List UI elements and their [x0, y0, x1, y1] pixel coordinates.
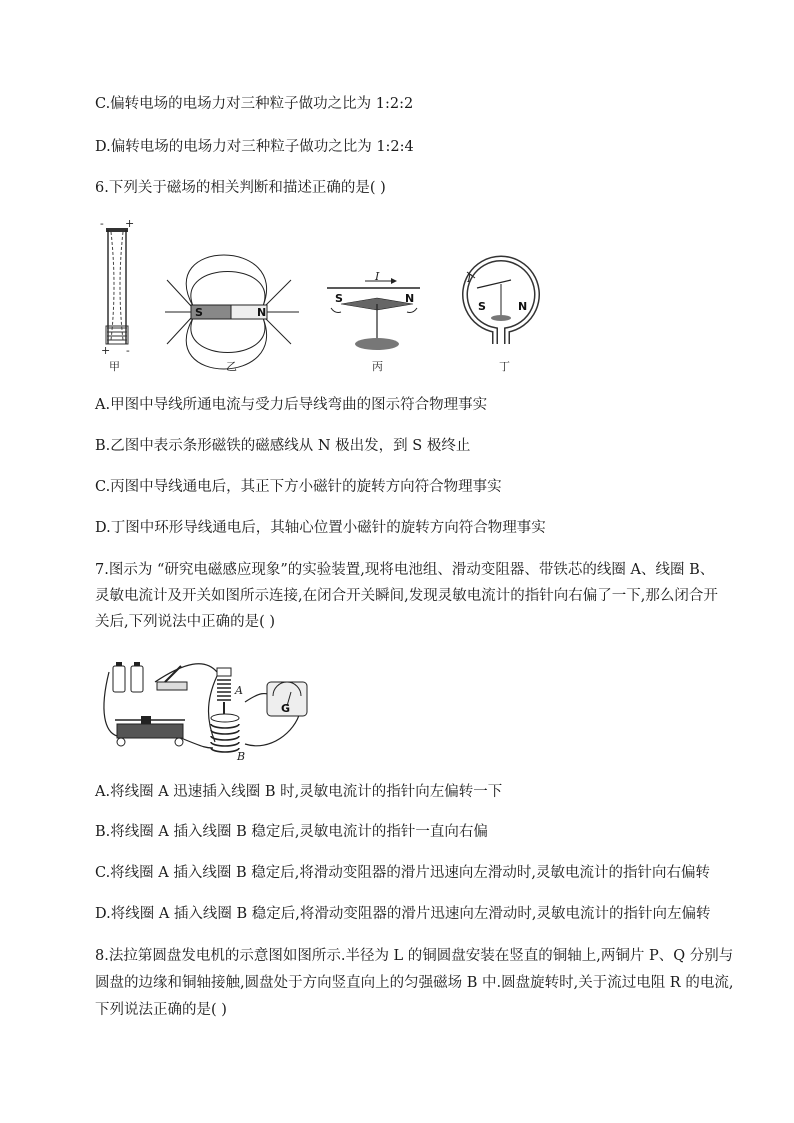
q8-stem-line1: 8.法拉第圆盘发电机的示意图如图所示.半径为 L 的铜圆盘安装在竖直的铜轴上,两铜片 P、Q 分别与 [95, 948, 734, 964]
q7-stem-line1: 7.图示为 “研究电磁感应现象”的实验装置,现将电池组、滑动变阻器、带铁芯的线圈 A、线圈 B、 [95, 562, 715, 578]
q7-option-d: D.将线圈 A 插入线圈 B 稳定后,将滑动变阻器的滑片迅速向左滑动时,灵敏电流计的指针向左偏转 [95, 906, 711, 922]
q7-stem-line2: 灵敏电流计及开关如图所示连接,在闭合开关瞬间,发现灵敏电流计的指针向右偏了一下,那么闭合开 [95, 588, 718, 604]
q6-option-c: C.丙图中导线通电后，其正下方小磁针的旋转方向符合物理事实 [95, 479, 502, 495]
ding-current-label: I [467, 272, 472, 285]
caption-jia: 甲 [109, 360, 120, 373]
q5-option-d: D.偏转电场的电场力对三种粒子做功之比为 1:2:4 [95, 139, 414, 155]
svg-text:+: + [125, 218, 135, 230]
q6-option-a: A.甲图中导线所通电流与受力后导线弯曲的图示符合物理事实 [95, 397, 488, 413]
q8-stem-line3: 下列说法正确的是( ) [95, 1002, 227, 1018]
q6-option-d: D.丁图中环形导线通电后，其轴心位置小磁针的旋转方向符合物理事实 [95, 520, 546, 536]
bing-current-label: I [375, 270, 380, 283]
caption-bing: 丙 [372, 360, 383, 373]
figure-jia-wires [100, 218, 134, 357]
bing-n-label: N [405, 292, 415, 305]
magnet-s-label: S [195, 306, 203, 319]
rheostat-icon [115, 716, 185, 746]
q6-figure [95, 218, 545, 376]
coil-a-icon [217, 668, 231, 718]
magnet-n-label: N [257, 306, 267, 319]
q7-figure [95, 652, 315, 764]
q7-option-b: B.将线圈 A 插入线圈 B 稳定后,灵敏电流计的指针一直向右偏 [95, 824, 488, 840]
q7-stem-line3: 关后,下列说法中正确的是( ) [95, 614, 276, 630]
q8-stem-line2: 圆盘的边缘和铜轴接触,圆盘处于方向竖直向上的匀强磁场 B 中.圆盘旋转时,关于流过电阻 R 的电流, [95, 975, 734, 991]
coil-a-label: A [235, 684, 243, 697]
q6-stem: 6.下列关于磁场的相关判断和描述正确的是( ) [95, 180, 386, 196]
svg-text:+: + [101, 344, 111, 357]
svg-text:-: - [126, 344, 130, 357]
svg-text:-: - [100, 218, 104, 230]
q7-option-a: A.将线圈 A 迅速插入线圈 B 时,灵敏电流计的指针向左偏转一下 [95, 784, 503, 800]
q5-option-c: C.偏转电场的电场力对三种粒子做功之比为 1:2:2 [95, 96, 414, 112]
meter-g-label: G [281, 702, 291, 715]
battery-icon [113, 662, 143, 692]
coil-b-label: B [237, 750, 246, 763]
ding-s-label: S [478, 300, 486, 313]
caption-ding: 丁 [499, 360, 510, 373]
coil-b-icon [211, 714, 239, 752]
ding-n-label: N [518, 300, 528, 313]
q6-option-b: B.乙图中表示条形磁铁的磁感线从 N 极出发，到 S 极终止 [95, 438, 471, 454]
q7-option-c: C.将线圈 A 插入线圈 B 稳定后,将滑动变阻器的滑片迅速向左滑动时,灵敏电流计的指针向右偏转 [95, 865, 710, 881]
bing-s-label: S [335, 292, 343, 305]
figure-bing-compass [327, 278, 420, 350]
caption-yi: 乙 [226, 360, 237, 373]
